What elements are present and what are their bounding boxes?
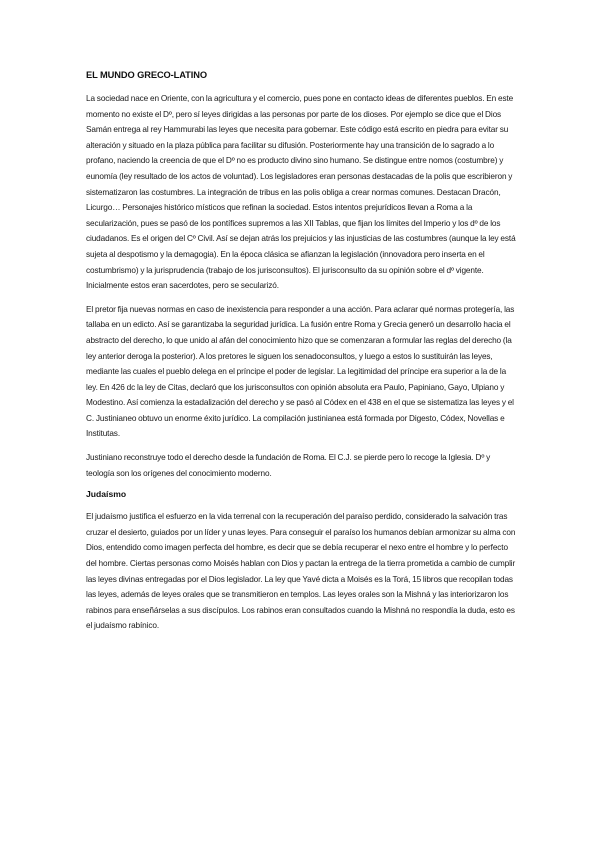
- paragraph-pretor: El pretor fija nuevas normas en caso de inexistencia para responder a una acción. Para aclarar qué normas protegería, las tallaba en un edicto. Así se garantizaba la seguridad jurídica. La fusión entre Roma y Grecia generó un desarrollo hacia el abstracto del derecho, lo que unido al afán del conocimiento hizo que se comenzaran a formular las reglas del derecho (la ley anterior deroga la posterior). A los pretores le siguen los senadoconsultos, y luego a estos lo sustituirán las leyes, mediante las cuales el pueblo delega en el príncipe el poder de legislar. La legitimidad del príncipe era superior a la de la ley. En 426 dc la ley de Citas, declaró que los jurisconsultos con opinión absoluta era Paulo, Papiniano, Gayo, Ulpiano y Modestino. Así comienza la estadalización del derecho y se pasó al Códex en el 438 en el que se sistematiza las leyes y el C. Justinianeo obtuvo un enorme éxito jurídico. La compilación justinianea está formada por Digesto, Códex, Novellas e Institutas.: [86, 304, 515, 439]
- section-heading-judaismo: Judaísmo: [86, 489, 127, 500]
- paragraph-judaismo: El judaísmo justifica el esfuerzo en la vida terrenal con la recuperación del paraíso perdido, considerado la salvación tras cruzar el desierto, guiados por un líder y unas leyes. Para conseguir el paraíso los humanos debían armonizar su alma con Dios, entendido como imagen perfecta del hombre, es decir que se debía recuperar el nexo entre el hombre y lo perfecto del hombre. Ciertas personas como Moisés hablan con Dios y pactan la entrega de la tierra prometida a cambio de cumplir las leyes divinas entregadas por el Dios legislador. La ley que Yavé dicta a Moisés es la Torá, 15 libros que recopilan todas las leyes, además de leyes orales que se transmitieron en templos. Las leyes orales son la Mishná y las interiorizaron los rabinos para enseñárselas a sus discípulos. Los rabinos eran consultados cuando la Mishná no respondía la duda, esto es el judaísmo rabínico.: [86, 512, 516, 631]
- document-title: EL MUNDO GRECO-LATINO: [86, 70, 207, 80]
- paragraph-origins: La sociedad nace en Oriente, con la agricultura y el comercio, pues pone en contacto ideas de diferentes pueblos. En este momento no existe el Dº, pero sí leyes dirigidas a las personas por parte de los dioses. Por ejemplo se dice que el Dios Samán entrega al rey Hammurabi las leyes que necesita para gobernar. Este código está escrito en piedra para evitar su alteración y situado en la plaza pública para facilitar su difusión. Posteriormente hay una transición de lo sagrado a lo profano, naciendo la creencia de que el Dº no es producto divino sino humano. Se distingue entre nomos (costumbre) y eunomía (ley resultado de los actos de voluntad). Los legisladores eran personas destacadas de la polis que escribieron y sistematizaron las costumbres. La integración de tribus en las polis obliga a crear normas comunes. Destacan Dracón, Licurgo… Personajes histórico místicos que refinan la sociedad. Estos intentos prejurídicos llevan a Roma a la secularización, pues se pasó de los pontífices supremos a las XII Tablas, que fijan los límites del Imperio y los dº de los ciudadanos. Es el origen del Cº Civil. Así se dejan atrás los prejuicios y las injusticias de las costumbres (aunque la ley está sujeta al despotismo y la demagogia). En la época clásica se afianzan la legislación (innovadora pero inserta en el costumbrismo) y la jurisprudencia (trabajo de los jurisconsultos). El jurisconsulto da su opinión sobre el dº vigente. Inicialmente estos eran sacerdotes, pero se secularizó.: [86, 94, 516, 291]
- paragraph-justiniano: Justiniano reconstruye todo el derecho desde la fundación de Roma. El C.J. se pierde pero lo recoge la Iglesia. Dº y teología son los orígenes del conocimiento moderno.: [86, 453, 491, 478]
